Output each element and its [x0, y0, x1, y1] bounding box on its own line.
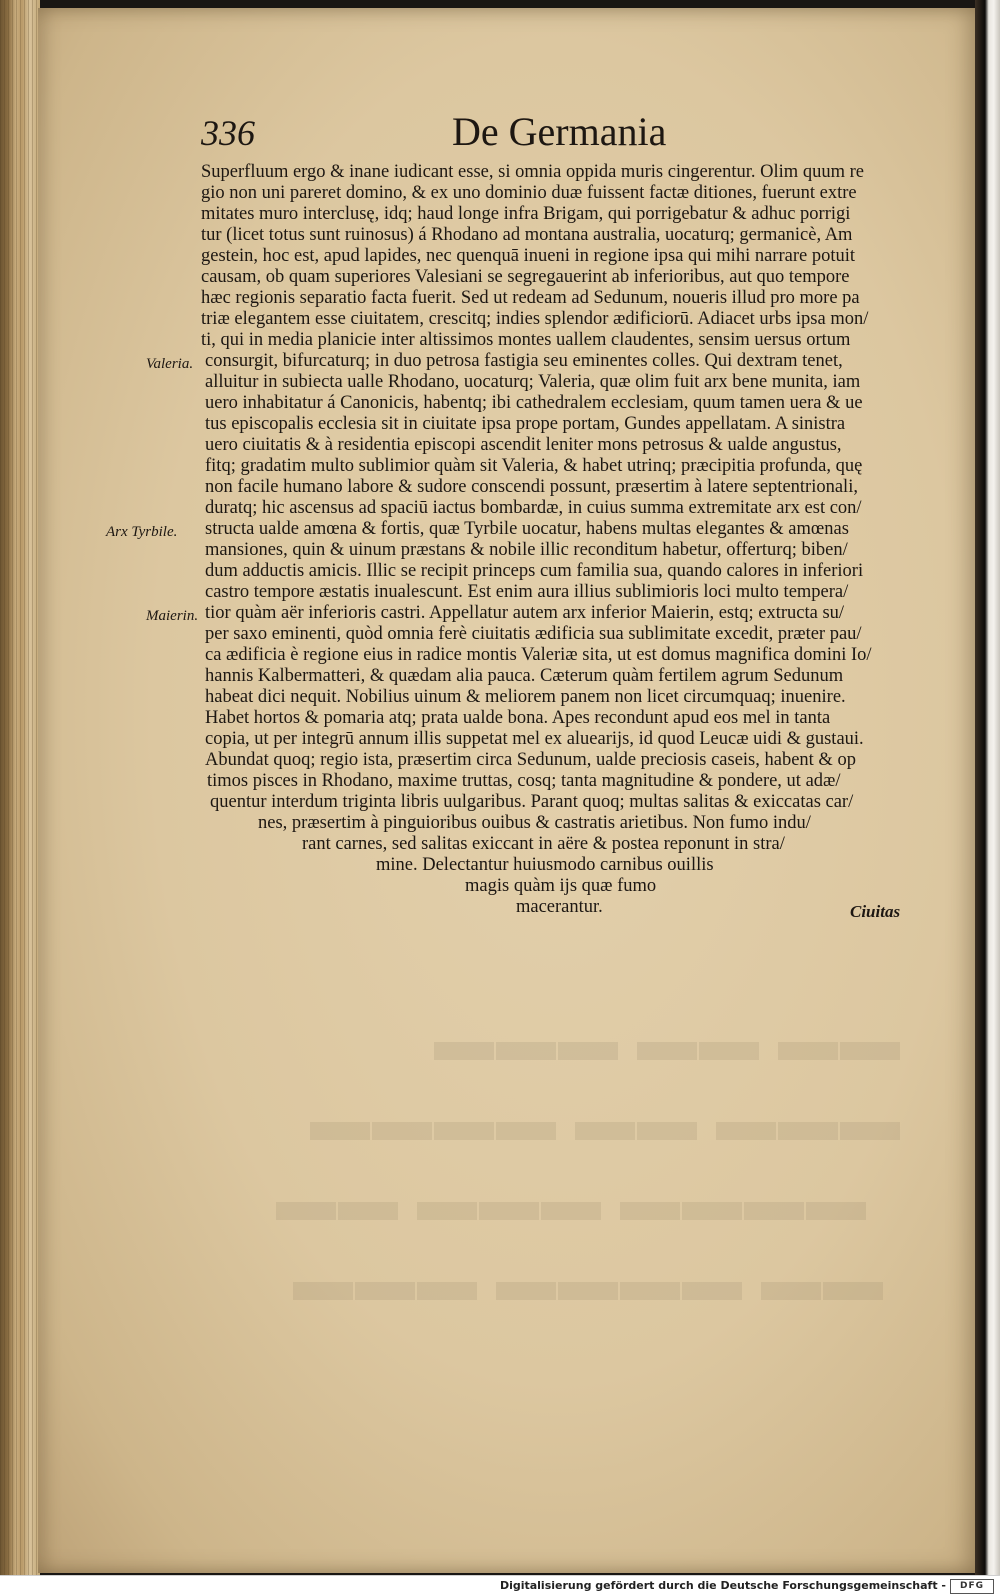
- text-line: duratq; hic ascensus ad spaciū iactus bombardæ, in cuius summa extremitate arx est con/: [205, 498, 862, 518]
- text-line: ca ædificia è regione eius in radice montis Valeriæ sita, ut est domus magnifica domini Io/: [205, 645, 872, 665]
- text-line: gestein, hoc est, apud lapides, nec quenquā inueni in regione ipsa qui mihi narrare potuit: [201, 246, 855, 266]
- text-line: dum adductis amicis. Illic se recipit princeps cum familia sua, quando calores in inferiori: [205, 561, 864, 581]
- text-line: uero ciuitatis & à residentia episcopi ascendit leniter mons petrosus & ualde angustus,: [205, 435, 842, 455]
- margin-note-valeria: Valeria.: [146, 356, 194, 372]
- page-edge-stripes: [0, 0, 40, 1575]
- text-line: hæc regionis separatio facta fuerit. Sed ut redeam ad Sedunum, noueris illud pro more pa: [201, 288, 860, 308]
- text-line: castro tempore æstatis inualescunt. Est enim aura illius sublimioris loci multo tempera/: [205, 582, 849, 602]
- text-line: nes, præsertim à pinguioribus ouibus & castratis arietibus. Non fumo indu/: [258, 813, 811, 833]
- text-line: Abundat quoq; regio ista, præsertim circa Sedunum, ualde preciosis caseis, habent & op: [205, 750, 856, 770]
- catchword: Ciuitas: [850, 902, 901, 921]
- text-line: gio non uni pareret domino, & ex uno dominio duæ fuissent factæ ditiones, fuerunt extre: [201, 183, 857, 203]
- text-line: tur (licet totus sunt ruinosus) á Rhodano ad montana australia, uocaturq; germanicè, Am: [201, 225, 853, 245]
- funding-credit: Digitalisierung gefördert durch die Deutsche Forschungsgemeinschaft -: [499, 1579, 946, 1592]
- text-line: Superfluum ergo & inane iudicant esse, si omnia oppida muris cingerentur. Olim quum re: [201, 162, 864, 182]
- text-line: quentur interdum triginta libris uulgaribus. Parant quoq; multas salitas & exiccatas car/: [210, 792, 854, 812]
- text-line: habeat dici nequit. Nobilius uinum & meliorem panem non licet circumquaq; inuenire.: [205, 687, 846, 707]
- running-head: De Germania: [452, 109, 667, 154]
- text-line: tior quàm aër inferioris castri. Appellatur autem arx inferior Maierin, estq; extructa su/: [205, 603, 845, 623]
- text-line: fitq; gradatim multo sublimior quàm sit Valeria, & habet utrinq; præcipitia profunda, quę: [205, 456, 863, 476]
- text-line: magis quàm ijs quæ fumo: [465, 876, 657, 896]
- text-line: tus episcopalis ecclesia sit in ciuitate ipsa prope portam, Gundes appellatam. A sinistra: [205, 414, 846, 434]
- book-edge-right: [975, 0, 1000, 1575]
- text-line: timos pisces in Rhodano, maxime truttas, cosq; tanta magnitudine & pondere, ut adæ/: [207, 771, 841, 791]
- text-line: hannis Kalbermatteri, & quædam alia pauca. Cæterum quàm fertilem agrum Sedunum: [205, 666, 844, 686]
- text-line: per saxo eminenti, quòd omnia ferè ciuitatis ædificia sua sublimitate excedit, præter pau/: [205, 624, 862, 644]
- text-line: rant carnes, sed salitas exiccant in aëre & postea reponunt in stra/: [302, 834, 785, 854]
- page-number: 336: [201, 113, 255, 153]
- text-line: causam, ob quam superiores Valesiani se segregauerint ab inferioribus, aut quo tempore: [201, 267, 850, 287]
- margin-note-maierin: Maierin.: [146, 608, 199, 624]
- text-line: copia, ut per integrū annum illis suppetat mel ex aluearijs, id quod Leucæ uidi & gustaui.: [205, 729, 864, 749]
- text-line: non facile humano labore & sudore conscendi possunt, præsertim à latere septentrionali,: [205, 477, 858, 497]
- text-line: mitates muro interclusę, idq; haud longe infra Brigam, qui porrigebatur & adhuc porrigi: [201, 204, 851, 224]
- text-line: alluitur in subiecta ualle Rhodano, uocaturq; Valeria, quæ olim fuit arx bene munita, iam: [205, 372, 861, 392]
- text-line: structa ualde amœna & fortis, quæ Tyrbile uocatur, habens multas elegantes & amœnas: [205, 519, 849, 539]
- text-line: Habet hortos & pomaria atq; prata ualde bona. Apes recondunt apud eos mel in tanta: [205, 708, 831, 728]
- dfg-logo-icon: DFG: [950, 1579, 994, 1594]
- margin-note-tyrbile: Arx Tyrbile.: [106, 524, 178, 540]
- text-line: ti, qui in media planicie inter altissimos montes uallem claudentes, sensim uersus ortum: [201, 330, 851, 350]
- text-line: triæ elegantem esse ciuitatem, crescitq; indies splendor ædificiorū. Adiacet urbs ipsa mon/: [201, 309, 869, 329]
- show-through-bleed: ▬▬ ▬▬ ▬▬▬ ▬▬▬ ▬▬ ▬▬▬▬ ▬▬▬▬ ▬▬▬ ▬▬ ▬▬▬▬ ▬▬▬: [291, 1007, 900, 1313]
- footer-bar: [0, 1575, 1000, 1596]
- text-line: macerantur.: [516, 897, 603, 917]
- text-line: mine. Delectantur huiusmodo carnibus ouillis: [376, 855, 714, 875]
- text-line: mansiones, quin & uinum præstans & nobile illic reconditum habetur, offerturq; biben/: [205, 540, 848, 560]
- text-line: consurgit, bifurcaturq; in duo petrosa fastigia seu eminentes colles. Qui dextram tenet,: [205, 351, 843, 371]
- text-line: uero inhabitatur á Canonicis, habentq; ibi cathedralem ecclesiam, quum tamen uera & ue: [205, 393, 863, 413]
